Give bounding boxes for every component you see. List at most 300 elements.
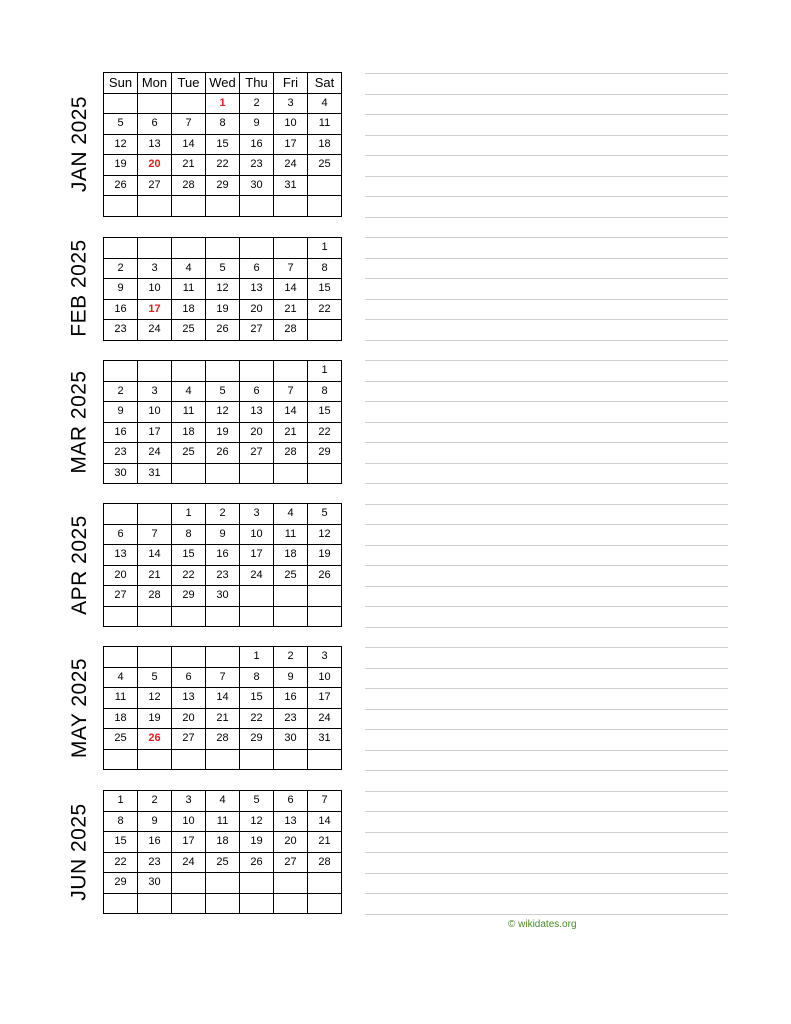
day-cell — [206, 749, 240, 770]
day-cell — [104, 196, 138, 217]
day-cell: 17 — [240, 545, 274, 566]
week-row — [104, 873, 342, 894]
day-cell — [308, 893, 342, 914]
day-cell: 30 — [206, 586, 240, 607]
day-cell: 10 — [274, 114, 308, 135]
day-cell: 2 — [104, 258, 138, 279]
day-cell — [240, 873, 274, 894]
day-cell: 7 — [138, 524, 172, 545]
day-cell: 19 — [138, 708, 172, 729]
day-cell — [138, 196, 172, 217]
day-cell: 7 — [274, 381, 308, 402]
day-cell: 17 — [138, 299, 172, 320]
day-cell: 30 — [274, 729, 308, 750]
month-label-text: MAY 2025 — [68, 657, 91, 758]
note-line — [365, 750, 728, 751]
day-cell: 21 — [308, 832, 342, 853]
day-cell — [240, 463, 274, 484]
note-line — [365, 832, 728, 833]
day-cell — [274, 361, 308, 382]
week-row — [104, 114, 342, 135]
note-line — [365, 442, 728, 443]
week-row — [104, 832, 342, 853]
day-cell — [274, 196, 308, 217]
day-cell: 23 — [104, 320, 138, 341]
week-row — [104, 729, 342, 750]
day-cell: 28 — [274, 320, 308, 341]
day-cell: 18 — [206, 832, 240, 853]
day-cell: 5 — [206, 381, 240, 402]
day-cell — [138, 93, 172, 114]
note-line — [365, 94, 728, 95]
day-cell — [172, 93, 206, 114]
note-line — [365, 647, 728, 648]
day-cell — [104, 893, 138, 914]
day-cell: 12 — [138, 688, 172, 709]
week-row — [104, 606, 342, 627]
day-cell: 29 — [206, 175, 240, 196]
day-cell — [172, 361, 206, 382]
day-cell: 26 — [308, 565, 342, 586]
week-row — [104, 708, 342, 729]
day-cell — [308, 196, 342, 217]
day-cell: 31 — [274, 175, 308, 196]
day-cell: 9 — [138, 811, 172, 832]
day-cell: 11 — [104, 688, 138, 709]
day-cell: 5 — [308, 504, 342, 525]
month-label — [60, 72, 100, 216]
day-cell — [240, 586, 274, 607]
day-cell: 17 — [138, 422, 172, 443]
day-cell: 9 — [274, 667, 308, 688]
day-cell — [274, 893, 308, 914]
day-cell: 20 — [240, 422, 274, 443]
week-row — [104, 381, 342, 402]
month-label-text: MAR 2025 — [68, 369, 91, 474]
day-cell: 30 — [240, 175, 274, 196]
day-cell: 29 — [308, 443, 342, 464]
day-cell: 16 — [104, 422, 138, 443]
week-row — [104, 93, 342, 114]
day-cell: 11 — [308, 114, 342, 135]
note-line — [365, 237, 728, 238]
month-label — [60, 646, 100, 769]
day-cell: 3 — [172, 791, 206, 812]
footer-credit: © wikidates.org — [508, 919, 577, 930]
week-row — [104, 852, 342, 873]
day-cell: 26 — [104, 175, 138, 196]
day-cell: 2 — [138, 791, 172, 812]
day-cell — [206, 873, 240, 894]
note-line — [365, 893, 728, 894]
note-line — [365, 217, 728, 218]
day-cell — [206, 647, 240, 668]
week-row — [104, 504, 342, 525]
day-cell: 2 — [104, 381, 138, 402]
day-cell: 6 — [138, 114, 172, 135]
day-cell — [206, 238, 240, 259]
day-cell: 18 — [274, 545, 308, 566]
note-line — [365, 770, 728, 771]
note-line — [365, 401, 728, 402]
day-cell: 1 — [206, 93, 240, 114]
day-cell: 1 — [308, 238, 342, 259]
week-row — [104, 155, 342, 176]
day-cell: 19 — [240, 832, 274, 853]
day-cell: 30 — [138, 873, 172, 894]
day-cell: 15 — [172, 545, 206, 566]
month-label-text: APR 2025 — [68, 514, 92, 615]
day-cell: 7 — [172, 114, 206, 135]
day-cell: 5 — [104, 114, 138, 135]
day-cell: 9 — [240, 114, 274, 135]
day-cell — [274, 873, 308, 894]
day-cell: 14 — [138, 545, 172, 566]
day-cell — [274, 586, 308, 607]
day-cell — [172, 238, 206, 259]
day-cell: 21 — [274, 422, 308, 443]
day-cell: 31 — [138, 463, 172, 484]
weekday-header: Mon — [138, 73, 172, 94]
day-cell — [104, 238, 138, 259]
day-cell: 14 — [206, 688, 240, 709]
day-cell: 28 — [206, 729, 240, 750]
week-row — [104, 443, 342, 464]
day-cell — [104, 504, 138, 525]
day-cell: 3 — [138, 258, 172, 279]
note-line — [365, 299, 728, 300]
week-row — [104, 279, 342, 300]
day-cell — [138, 893, 172, 914]
day-cell: 13 — [274, 811, 308, 832]
day-cell: 1 — [240, 647, 274, 668]
day-cell: 25 — [104, 729, 138, 750]
note-line — [365, 791, 728, 792]
day-cell: 20 — [240, 299, 274, 320]
day-cell: 7 — [308, 791, 342, 812]
day-cell — [274, 606, 308, 627]
day-cell: 21 — [274, 299, 308, 320]
day-cell: 1 — [104, 791, 138, 812]
day-cell — [274, 463, 308, 484]
day-cell: 23 — [138, 852, 172, 873]
day-cell: 23 — [206, 565, 240, 586]
day-cell — [308, 175, 342, 196]
day-cell — [308, 873, 342, 894]
day-cell: 15 — [308, 402, 342, 423]
day-cell: 13 — [138, 134, 172, 155]
month-block — [60, 646, 350, 769]
day-cell: 8 — [308, 381, 342, 402]
note-line — [365, 483, 728, 484]
day-cell — [274, 238, 308, 259]
day-cell: 5 — [138, 667, 172, 688]
note-line — [365, 709, 728, 710]
day-cell: 18 — [104, 708, 138, 729]
day-cell: 19 — [206, 299, 240, 320]
day-cell: 17 — [274, 134, 308, 155]
day-cell: 30 — [104, 463, 138, 484]
week-row — [104, 463, 342, 484]
day-cell — [172, 749, 206, 770]
day-cell: 24 — [308, 708, 342, 729]
day-cell — [308, 586, 342, 607]
day-cell: 29 — [240, 729, 274, 750]
day-cell: 22 — [308, 299, 342, 320]
month-label-text: FEB 2025 — [68, 239, 91, 337]
day-cell — [206, 463, 240, 484]
day-cell: 13 — [172, 688, 206, 709]
day-cell — [308, 463, 342, 484]
note-line — [365, 586, 728, 587]
day-cell: 4 — [104, 667, 138, 688]
day-cell — [172, 606, 206, 627]
day-cell: 21 — [138, 565, 172, 586]
note-line — [365, 381, 728, 382]
day-cell: 16 — [138, 832, 172, 853]
day-cell — [172, 647, 206, 668]
day-cell: 11 — [206, 811, 240, 832]
day-cell: 25 — [172, 443, 206, 464]
month-grid — [103, 503, 342, 627]
day-cell: 3 — [308, 647, 342, 668]
day-cell: 13 — [240, 279, 274, 300]
month-block — [60, 360, 350, 483]
note-line — [365, 627, 728, 628]
day-cell: 10 — [138, 402, 172, 423]
day-cell — [206, 606, 240, 627]
note-line — [365, 545, 728, 546]
day-cell: 8 — [104, 811, 138, 832]
day-cell: 23 — [274, 708, 308, 729]
month-label-text: JUN 2025 — [68, 802, 92, 901]
day-cell — [240, 361, 274, 382]
day-cell: 20 — [104, 565, 138, 586]
day-cell: 14 — [308, 811, 342, 832]
day-cell: 25 — [308, 155, 342, 176]
week-row — [104, 361, 342, 382]
weekday-header: Tue — [172, 73, 206, 94]
month-grid — [103, 790, 342, 914]
day-cell: 6 — [240, 381, 274, 402]
day-cell: 24 — [274, 155, 308, 176]
day-cell: 22 — [104, 852, 138, 873]
day-cell: 28 — [274, 443, 308, 464]
day-cell: 24 — [240, 565, 274, 586]
day-cell: 21 — [172, 155, 206, 176]
month-grid — [103, 72, 342, 217]
weekday-header: Fri — [274, 73, 308, 94]
day-cell: 23 — [240, 155, 274, 176]
day-cell: 9 — [206, 524, 240, 545]
day-cell: 9 — [104, 402, 138, 423]
day-cell: 2 — [240, 93, 274, 114]
week-row — [104, 402, 342, 423]
week-row — [104, 749, 342, 770]
day-cell: 15 — [240, 688, 274, 709]
month-label-text: JAN 2025 — [68, 95, 92, 192]
day-cell: 26 — [240, 852, 274, 873]
day-cell — [240, 749, 274, 770]
day-cell: 18 — [308, 134, 342, 155]
day-cell — [138, 606, 172, 627]
day-cell: 4 — [206, 791, 240, 812]
day-cell: 26 — [206, 320, 240, 341]
day-cell: 4 — [274, 504, 308, 525]
week-row — [104, 422, 342, 443]
day-cell — [240, 606, 274, 627]
day-cell: 27 — [104, 586, 138, 607]
day-cell: 1 — [172, 504, 206, 525]
day-cell: 11 — [172, 279, 206, 300]
note-line — [365, 360, 728, 361]
day-cell: 6 — [172, 667, 206, 688]
note-line — [365, 135, 728, 136]
day-cell — [138, 647, 172, 668]
note-line — [365, 176, 728, 177]
week-row — [104, 134, 342, 155]
day-cell: 25 — [274, 565, 308, 586]
weekday-header-row — [104, 73, 342, 94]
day-cell: 13 — [104, 545, 138, 566]
day-cell — [172, 873, 206, 894]
day-cell: 7 — [274, 258, 308, 279]
day-cell: 19 — [104, 155, 138, 176]
day-cell: 6 — [104, 524, 138, 545]
month-block — [60, 72, 350, 216]
note-line — [365, 196, 728, 197]
day-cell: 24 — [172, 852, 206, 873]
note-line — [365, 606, 728, 607]
day-cell: 16 — [104, 299, 138, 320]
day-cell — [206, 361, 240, 382]
day-cell: 2 — [274, 647, 308, 668]
day-cell: 17 — [308, 688, 342, 709]
note-line — [365, 524, 728, 525]
week-row — [104, 688, 342, 709]
day-cell: 6 — [240, 258, 274, 279]
month-grid — [103, 360, 342, 484]
day-cell: 12 — [240, 811, 274, 832]
week-row — [104, 545, 342, 566]
notes-lines — [365, 0, 728, 1024]
note-line — [365, 463, 728, 464]
day-cell: 14 — [172, 134, 206, 155]
day-cell — [104, 749, 138, 770]
day-cell — [308, 606, 342, 627]
day-cell: 13 — [240, 402, 274, 423]
note-line — [365, 565, 728, 566]
day-cell — [104, 93, 138, 114]
day-cell — [240, 893, 274, 914]
day-cell: 10 — [172, 811, 206, 832]
day-cell: 8 — [240, 667, 274, 688]
day-cell: 28 — [308, 852, 342, 873]
day-cell: 26 — [206, 443, 240, 464]
month-label — [60, 360, 100, 483]
note-line — [365, 155, 728, 156]
day-cell — [138, 238, 172, 259]
month-grid — [103, 646, 342, 770]
day-cell — [240, 196, 274, 217]
week-row — [104, 791, 342, 812]
week-row — [104, 299, 342, 320]
day-cell: 25 — [172, 320, 206, 341]
day-cell: 22 — [308, 422, 342, 443]
day-cell: 14 — [274, 279, 308, 300]
day-cell: 7 — [206, 667, 240, 688]
day-cell: 15 — [104, 832, 138, 853]
week-row — [104, 238, 342, 259]
day-cell: 29 — [104, 873, 138, 894]
day-cell: 20 — [274, 832, 308, 853]
day-cell: 22 — [206, 155, 240, 176]
day-cell — [172, 893, 206, 914]
day-cell: 15 — [206, 134, 240, 155]
weekday-header: Sat — [308, 73, 342, 94]
day-cell — [138, 504, 172, 525]
day-cell — [240, 238, 274, 259]
weekday-header: Wed — [206, 73, 240, 94]
day-cell: 10 — [240, 524, 274, 545]
month-label — [60, 503, 100, 626]
day-cell — [138, 749, 172, 770]
month-grid — [103, 237, 342, 341]
day-cell: 16 — [240, 134, 274, 155]
note-line — [365, 688, 728, 689]
note-line — [365, 340, 728, 341]
week-row — [104, 586, 342, 607]
note-line — [365, 114, 728, 115]
month-block — [60, 503, 350, 626]
note-line — [365, 873, 728, 874]
day-cell: 1 — [308, 361, 342, 382]
note-line — [365, 811, 728, 812]
note-line — [365, 73, 728, 74]
note-line — [365, 504, 728, 505]
week-row — [104, 320, 342, 341]
week-row — [104, 667, 342, 688]
day-cell: 12 — [104, 134, 138, 155]
day-cell: 12 — [308, 524, 342, 545]
day-cell — [104, 361, 138, 382]
day-cell: 22 — [172, 565, 206, 586]
note-line — [365, 729, 728, 730]
day-cell: 16 — [274, 688, 308, 709]
day-cell: 27 — [240, 443, 274, 464]
day-cell: 5 — [240, 791, 274, 812]
day-cell: 10 — [308, 667, 342, 688]
day-cell — [308, 749, 342, 770]
month-label — [60, 790, 100, 913]
month-block — [60, 790, 350, 913]
day-cell: 27 — [138, 175, 172, 196]
note-line — [365, 668, 728, 669]
day-cell: 8 — [206, 114, 240, 135]
day-cell: 25 — [206, 852, 240, 873]
day-cell — [206, 893, 240, 914]
day-cell: 16 — [206, 545, 240, 566]
day-cell: 27 — [240, 320, 274, 341]
week-row — [104, 565, 342, 586]
note-line — [365, 852, 728, 853]
day-cell: 31 — [308, 729, 342, 750]
day-cell — [172, 196, 206, 217]
day-cell: 20 — [172, 708, 206, 729]
day-cell: 8 — [172, 524, 206, 545]
day-cell — [206, 196, 240, 217]
day-cell: 29 — [172, 586, 206, 607]
